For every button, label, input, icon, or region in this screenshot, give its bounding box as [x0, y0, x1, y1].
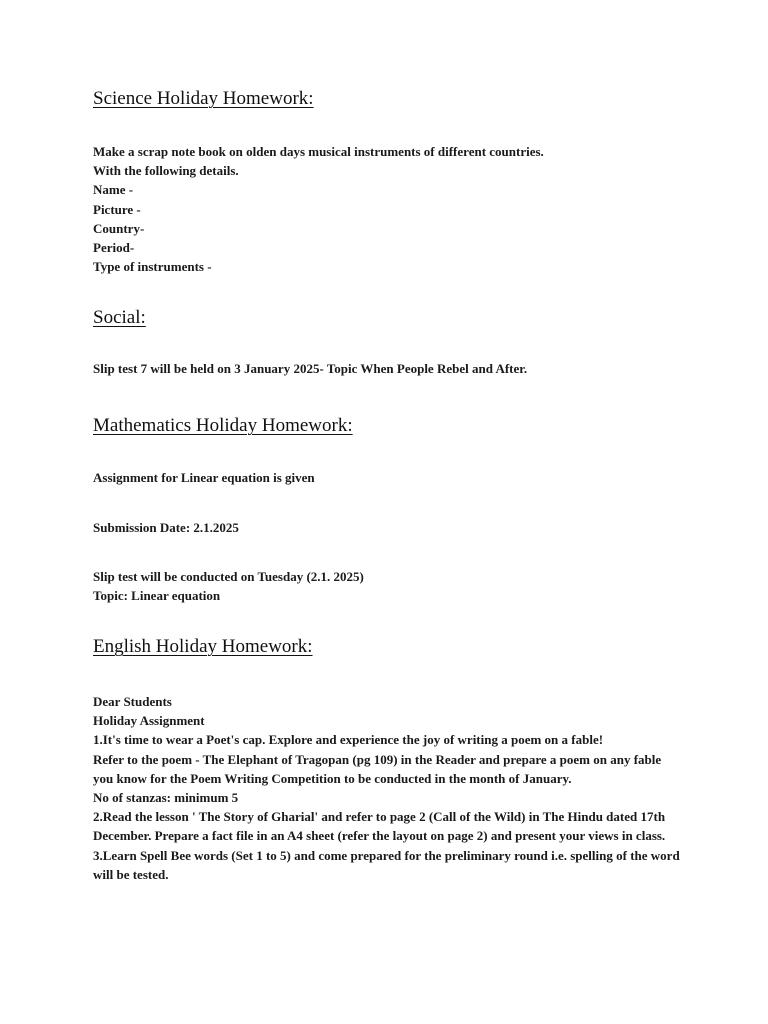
- mathematics-heading: Mathematics Holiday Homework:: [93, 415, 353, 436]
- english-subtitle: Holiday Assignment: [93, 713, 205, 729]
- math-submission-date: Submission Date: 2.1.2025: [93, 520, 239, 535]
- english-item-2: 2.Read the lesson ' The Story of Gharial' and refer to page 2 (Call of the Wild) in The Hindu dated 17th December. Prepare a fact file in an A4 sheet (refer the layout on page 2) and present your views in class.: [93, 809, 666, 844]
- math-slip-test-block: [93, 567, 683, 605]
- science-detail-picture: Picture -: [93, 201, 141, 217]
- english-heading: English Holiday Homework:: [93, 636, 313, 657]
- math-submission-block: [93, 518, 683, 537]
- science-heading: Science Holiday Homework:: [93, 88, 314, 109]
- math-slip-test: Slip test will be conducted on Tuesday (2.1. 2025): [93, 569, 364, 584]
- science-detail-country: Country-: [93, 220, 145, 236]
- social-section: [93, 359, 683, 378]
- english-greeting: Dear Students: [93, 694, 172, 709]
- english-item-1-detail: Refer to the poem - The Elephant of Tragopan (pg 109) in the Reader and prepare a poem on any fable you know for the Poem Writing Competition to be conducted in the month of January.: [93, 751, 662, 786]
- math-assignment: Assignment for Linear equation is given: [93, 470, 315, 485]
- science-task: Make a scrap note book on olden days musical instruments of different countries.: [93, 144, 544, 159]
- social-slip-test: Slip test 7 will be held on 3 January 2025- Topic When People Rebel and After.: [93, 361, 528, 376]
- english-item-3: 3.Learn Spell Bee words (Set 1 to 5) and come prepared for the preliminary round i.e. spelling of the word will be tested.: [93, 847, 680, 882]
- english-section: [93, 692, 683, 884]
- science-detail-name: Name -: [93, 182, 134, 198]
- math-assignment-block: [93, 468, 683, 487]
- science-section: [93, 142, 683, 276]
- science-detail-type: Type of instruments -: [93, 259, 212, 275]
- english-item-1: 1.It's time to wear a Poet's cap. Explore and experience the joy of writing a poem on a fable!: [93, 732, 604, 748]
- science-details-intro: With the following details.: [93, 163, 239, 179]
- social-heading: Social:: [93, 307, 146, 328]
- science-detail-period: Period-: [93, 240, 135, 256]
- math-topic: Topic: Linear equation: [93, 588, 221, 604]
- english-stanzas: No of stanzas: minimum 5: [93, 790, 239, 806]
